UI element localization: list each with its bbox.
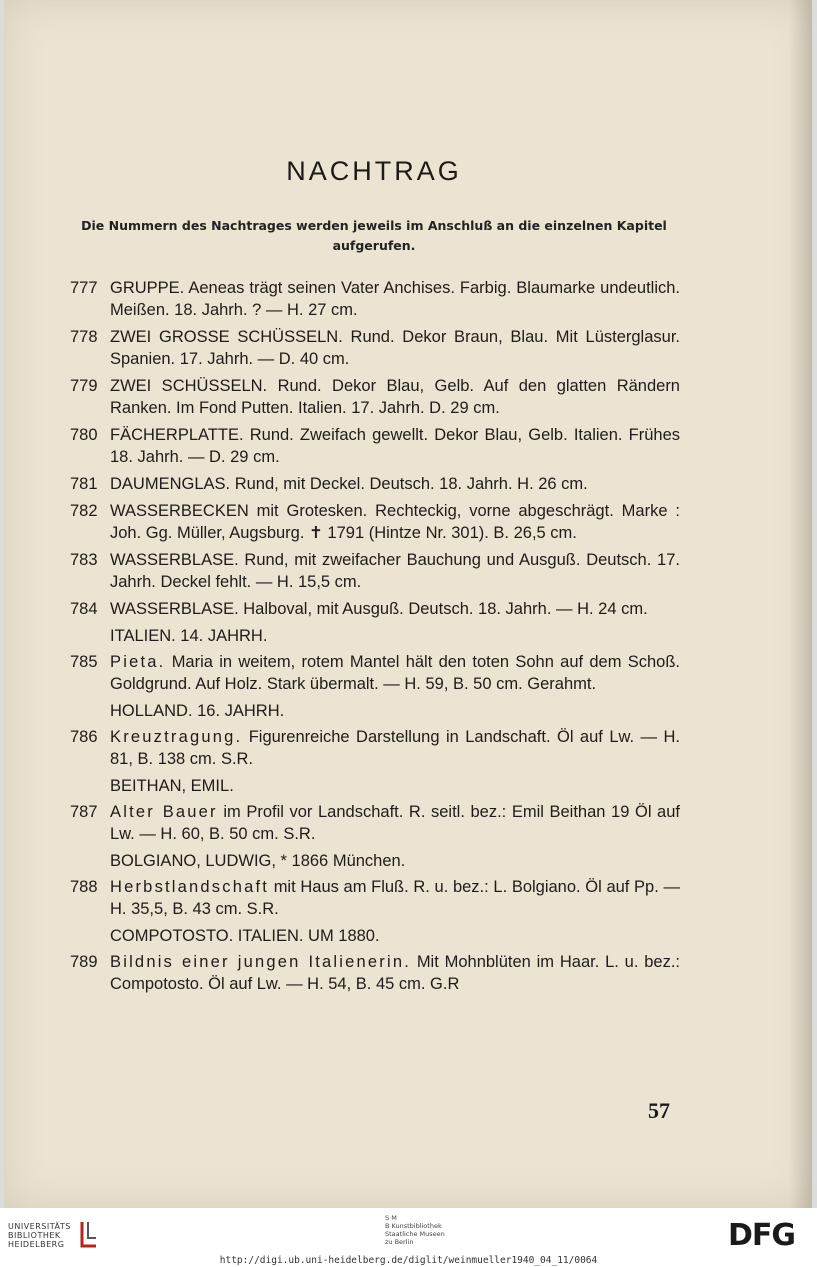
lot-description: Maria in weitem, rotem Mantel hält den toten Sohn auf dem Schoß. Goldgrund. Auf Holz. Stark übermalt. — H. 59, B. 50 cm. Gerahmt.	[110, 653, 680, 693]
lot-text	[110, 951, 680, 995]
lot-number: 780	[70, 426, 98, 444]
kunstbibliothek-logo[interactable]	[385, 1214, 445, 1246]
lot-text: ZWEI SCHÜSSELN. Rund. Dekor Blau, Gelb. Auf den glatten Rändern Ranken. Im Fond Putten. Italien. 17. Jahrh. D. 29 cm.	[110, 377, 680, 417]
list-item	[70, 651, 680, 695]
lot-text: WASSERBLASE. Rund, mit zweifacher Bauchung und Ausguß. Deutsch. 17. Jahrh. Deckel fehlt. — H. 15,5 cm.	[110, 551, 680, 591]
entries-list	[70, 277, 680, 1000]
lot-text: WASSERBLASE. Halboval, mit Ausguß. Deutsch. 18. Jahrh. — H. 24 cm.	[110, 600, 648, 618]
lot-text: FÄCHERPLATTE. Rund. Zweifach gewellt. Dekor Blau, Gelb. Italien. Frühes 18. Jahrh. — D. 29 cm.	[110, 426, 680, 466]
univ-line: UNIVERSITÄTS	[8, 1222, 71, 1231]
page-number: 57	[648, 1098, 670, 1123]
lot-title: Herbstlandschaft	[110, 878, 270, 896]
section-heading: COMPOTOSTO. ITALIEN. UM 1880.	[110, 927, 380, 945]
lot-title: Kreuztragung.	[110, 728, 243, 746]
list-item	[70, 326, 680, 370]
lot-number: 784	[70, 600, 98, 618]
lot-number: 789	[70, 953, 98, 971]
list-item	[70, 801, 680, 845]
lot-number: 778	[70, 328, 98, 346]
lot-number: 787	[70, 803, 98, 821]
kb-line: Staatliche Museen	[385, 1230, 445, 1238]
university-emblem-icon	[78, 1218, 100, 1252]
catalog-page	[4, 0, 812, 1208]
lot-text: GRUPPE. Aeneas trägt seinen Vater Anchises. Farbig. Blaumarke undeutlich. Meißen. 18. Jahrh. ? — H. 27 cm.	[110, 279, 680, 319]
list-item	[70, 598, 680, 620]
kb-line: B Kunstbibliothek	[385, 1222, 442, 1230]
lot-title: Pieta.	[110, 653, 166, 671]
source-url-link[interactable]: http://digi.ub.uni-heidelberg.de/diglit/weinmueller1940_04_11/0064	[219, 1255, 598, 1266]
lot-number: 781	[70, 475, 98, 493]
section-heading: HOLLAND. 16. JAHRH.	[110, 702, 285, 720]
university-library-logo[interactable]	[8, 1222, 71, 1249]
page-title: NACHTRAG	[286, 156, 462, 186]
section-heading: ITALIEN. 14. JAHRH.	[110, 627, 268, 645]
lot-number: 777	[70, 279, 98, 297]
kb-line: zu Berlin	[385, 1238, 414, 1246]
lot-number: 786	[70, 728, 98, 746]
footer-bar	[0, 1208, 817, 1267]
lot-description: Figurenreiche Darstellung in Landschaft. Öl auf Lw. — H. 81, B. 138 cm. S.R.	[110, 728, 680, 768]
list-item	[70, 500, 680, 544]
list-item	[70, 726, 680, 770]
lot-number: 783	[70, 551, 98, 569]
list-item	[70, 876, 680, 920]
lot-description: im Profil vor Landschaft. R. seitl. bez.: Emil Beithan 19 Öl auf Lw. — H. 60, B. 50 cm. S.R.	[110, 803, 680, 843]
lot-number: 785	[70, 653, 98, 671]
lot-text: ZWEI GROSSE SCHÜSSELN. Rund. Dekor Braun, Blau. Mit Lüsterglasur. Spanien. 17. Jahrh. — D. 40 cm.	[110, 328, 680, 368]
lot-description: mit Haus am Fluß. R. u. bez.: L. Bolgiano. Öl auf Pp. — H. 35,5, B. 43 cm. S.R.	[110, 878, 680, 918]
lot-text: DAUMENGLAS. Rund, mit Deckel. Deutsch. 18. Jahrh. H. 26 cm.	[110, 475, 588, 493]
lot-number: 782	[70, 502, 98, 520]
page-subtitle: Die Nummern des Nachtrages werden jeweils im Anschluß an die einzelnen Kapitel aufgerufen.	[81, 218, 667, 253]
dfg-logo[interactable]: DFG	[728, 1218, 796, 1253]
list-item	[70, 424, 680, 468]
univ-line: BIBLIOTHEK	[8, 1231, 61, 1240]
lot-text	[110, 801, 680, 845]
lot-number: 788	[70, 878, 98, 896]
list-item	[70, 951, 680, 995]
lot-text: WASSERBECKEN mit Grotesken. Rechteckig, vorne abgeschrägt. Marke : Joh. Gg. Müller, Augsburg. ✝ 1791 (Hintze Nr. 301). B. 26,5 cm.	[110, 502, 680, 542]
section-heading: BEITHAN, EMIL.	[110, 777, 234, 795]
section-heading: BOLGIANO, LUDWIG, * 1866 München.	[110, 852, 406, 870]
lot-number: 779	[70, 377, 98, 395]
lot-title: Alter Bauer	[110, 803, 218, 821]
list-item	[70, 549, 680, 593]
lot-text	[110, 876, 680, 920]
lot-text	[110, 726, 680, 770]
list-item	[70, 277, 680, 321]
lot-title: Bildnis einer jungen Italienerin.	[110, 953, 411, 971]
univ-line: HEIDELBERG	[8, 1240, 65, 1249]
list-item	[70, 473, 680, 495]
lot-text	[110, 651, 680, 695]
kb-line: S M	[385, 1214, 397, 1222]
list-item	[70, 375, 680, 419]
lot-description: Mit Mohnblüten im Haar. L. u. bez.: Compotosto. Öl auf Lw. — H. 54, B. 45 cm. G.R	[110, 953, 681, 993]
